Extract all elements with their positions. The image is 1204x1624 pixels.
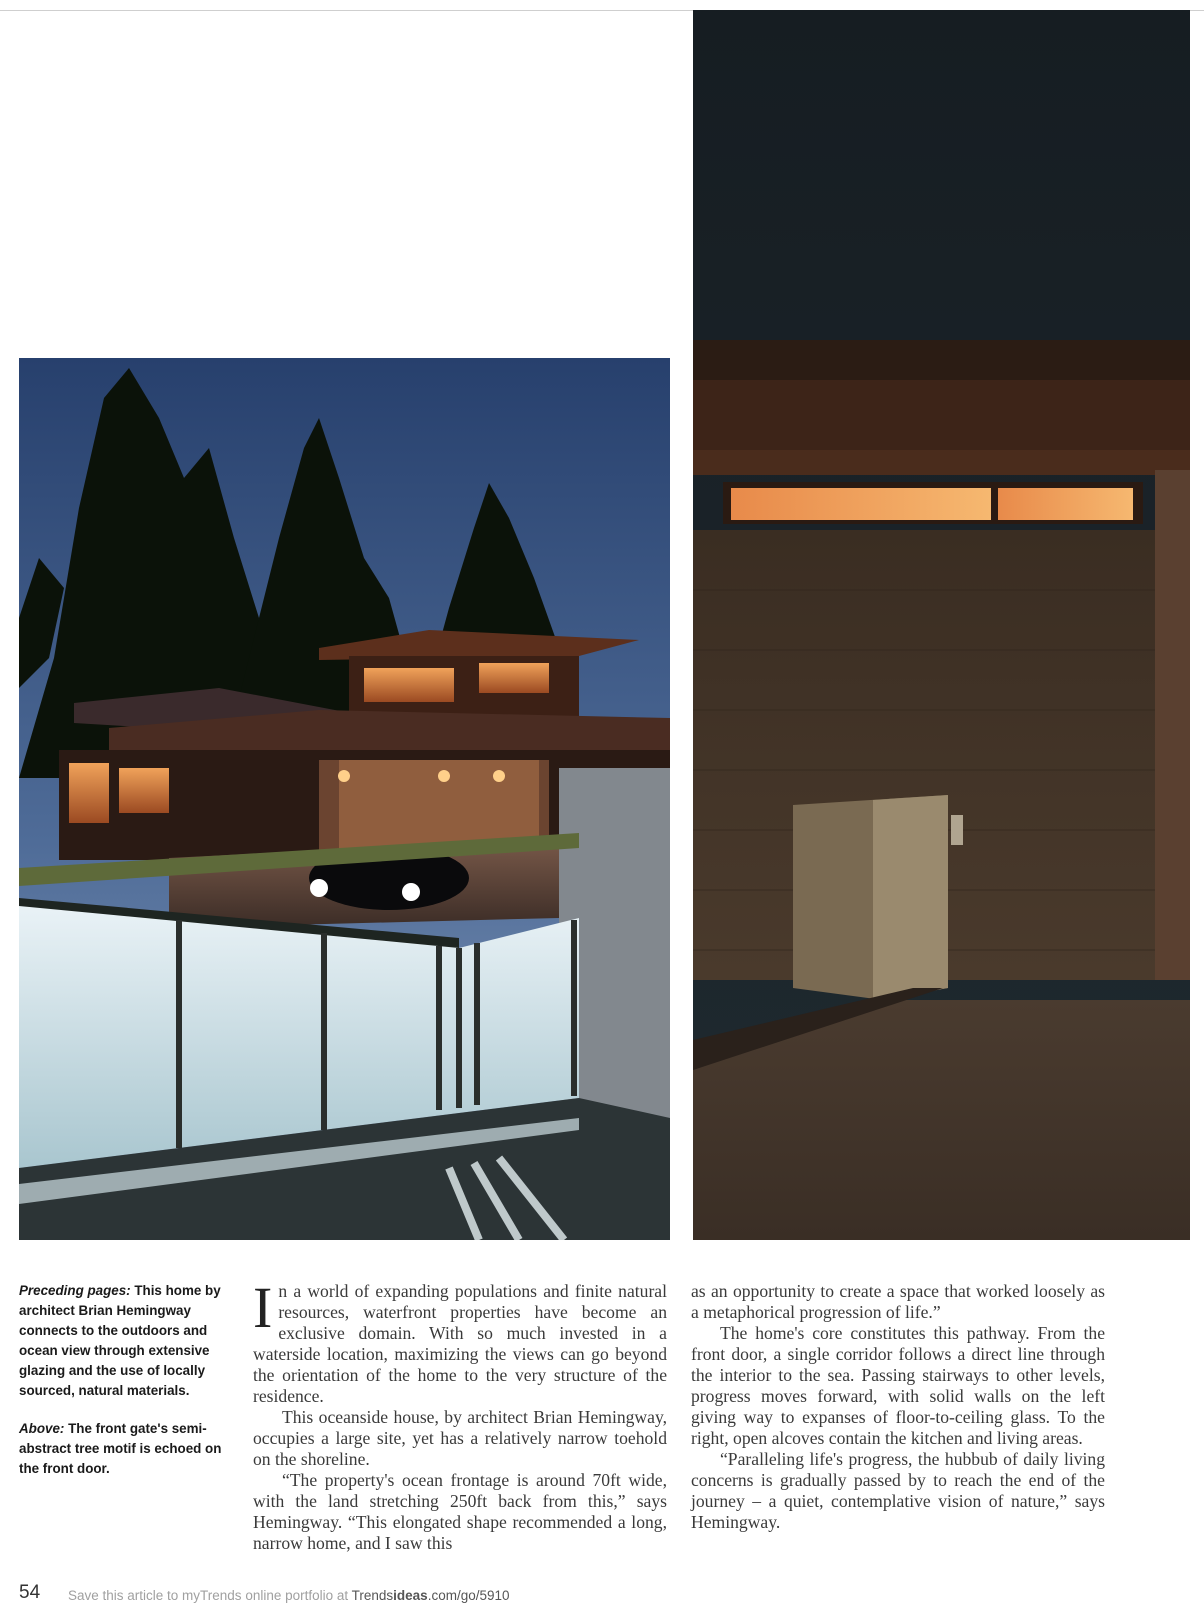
drop-cap: I (253, 1275, 273, 1340)
article-paragraph: This oceanside house, by architect Brian Hemingway, occupies a large site, yet has a relatively narrow toehold on the shoreline. (253, 1407, 667, 1469)
footer-brand-plain: Trends (351, 1588, 394, 1603)
article-paragraph: “The property's ocean frontage is around 70ft wide, with the land stretching 250ft back from this,” says Hemingway. “This elongated shape recommended a long, narrow home, and I saw this (253, 1470, 667, 1553)
paragraph-text: n a world of expanding populations and finite natural resources, waterfront properties have become an exclusive domain. With so much invested in a waterside location, maximizing the views can go beyond the orientation of the home to the very structure of the residence. (253, 1281, 667, 1406)
article-paragraph: The home's core constitutes this pathway. From the front door, a single corridor follows a direct line through the interior to the sea. Passing stairways to other levels, progress moves forward, with solid walls on the left giving way to expanses of floor-to-ceiling glass. To the right, open alcoves contain the kitchen and living areas. (691, 1323, 1105, 1448)
caption-lead-preceding: Preceding pages: (19, 1283, 131, 1298)
caption-lead-above: Above: (19, 1421, 65, 1436)
article-paragraph: as an opportunity to create a space that worked loosely as a metaphorical progression of life.” (691, 1281, 1105, 1322)
caption-text-preceding: This home by architect Brian Hemingway connects to the outdoors and ocean view through extensive glazing and the use of locally sourced, natural materials. (19, 1283, 221, 1398)
page-number: 54 (19, 1582, 41, 1603)
caption-above (19, 1419, 231, 1479)
footer-note (68, 1588, 510, 1603)
caption-preceding (19, 1281, 231, 1401)
article-column-2 (691, 1281, 1105, 1533)
photo-caption (19, 1281, 231, 1497)
article-paragraph: “Paralleling life's progress, the hubbub of daily living concerns is gradually passed by to reach the end of the journey – a quiet, contemplative vision of nature,” says Hemingway. (691, 1449, 1105, 1532)
footer-prefix: Save this article to myTrends online portfolio at (68, 1588, 352, 1603)
footer-brand-bold: ideas (393, 1588, 428, 1603)
footer-path: .com/go/5910 (427, 1588, 510, 1603)
article-paragraph (253, 1275, 667, 1407)
footer-link[interactable] (352, 1588, 510, 1603)
house-exterior-photo (19, 358, 670, 1240)
front-door-photo (693, 10, 1190, 1240)
caption-text-above: The front gate's semi-abstract tree motif is echoed on the front door. (19, 1421, 222, 1476)
article-column-1 (253, 1275, 667, 1554)
